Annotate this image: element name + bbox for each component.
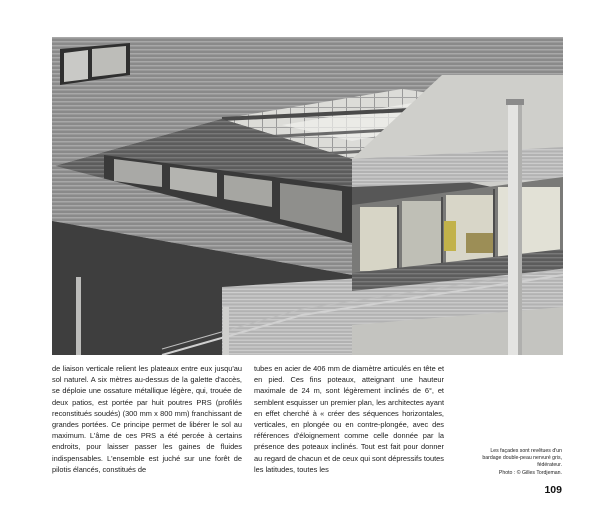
photo-credit: Photo : © Gilles Tordjeman. — [498, 469, 562, 476]
caption-text: Les façades sont revêtues d'un bardage double-peau nervuré gris, fédérateur. — [482, 448, 562, 469]
architecture-photo — [52, 37, 563, 355]
page-number: 109 — [544, 484, 562, 496]
photo-caption — [472, 448, 562, 477]
body-text-column-1: de liaison verticale relient les plateaux entre eux jusqu'au sol naturel. A six mètres au-dessus de la galette d'accès, se déploie une ossature métallique légère, qui, trouée de deux patios, est portée par huit poutres PRS (profilés reconstitués soudés) (300 mm x 800 mm) franchissant de grandes portées. Ce principe permet de libérer le sol au maximum. L'âme de ces PRS a été percée à certains endroits, pour laisser passer les gaines de fluides indispensables. L'ensemble est juché sur une forêt de pilotis élancés, constitués de — [52, 364, 242, 474]
body-text-column-2: tubes en acier de 406 mm de diamètre articulés en tête et en pied. Ces fins poteaux, atteignant une hauteur maximale de 24 m, sont légèrement inclinés de 6°, et semblent esquisser un premier plan, les architectes ayant en effet cherché à « créer des séquences horizontales, verticales, en plongée ou en contre-plongée, avec des références d'éloignement comme celle donnée par la présence des poteaux inclinés. Tout est fait pour donner au regard de chacun et de ceux qui sont dépressifs toutes les latitudes, toutes les — [254, 364, 444, 474]
